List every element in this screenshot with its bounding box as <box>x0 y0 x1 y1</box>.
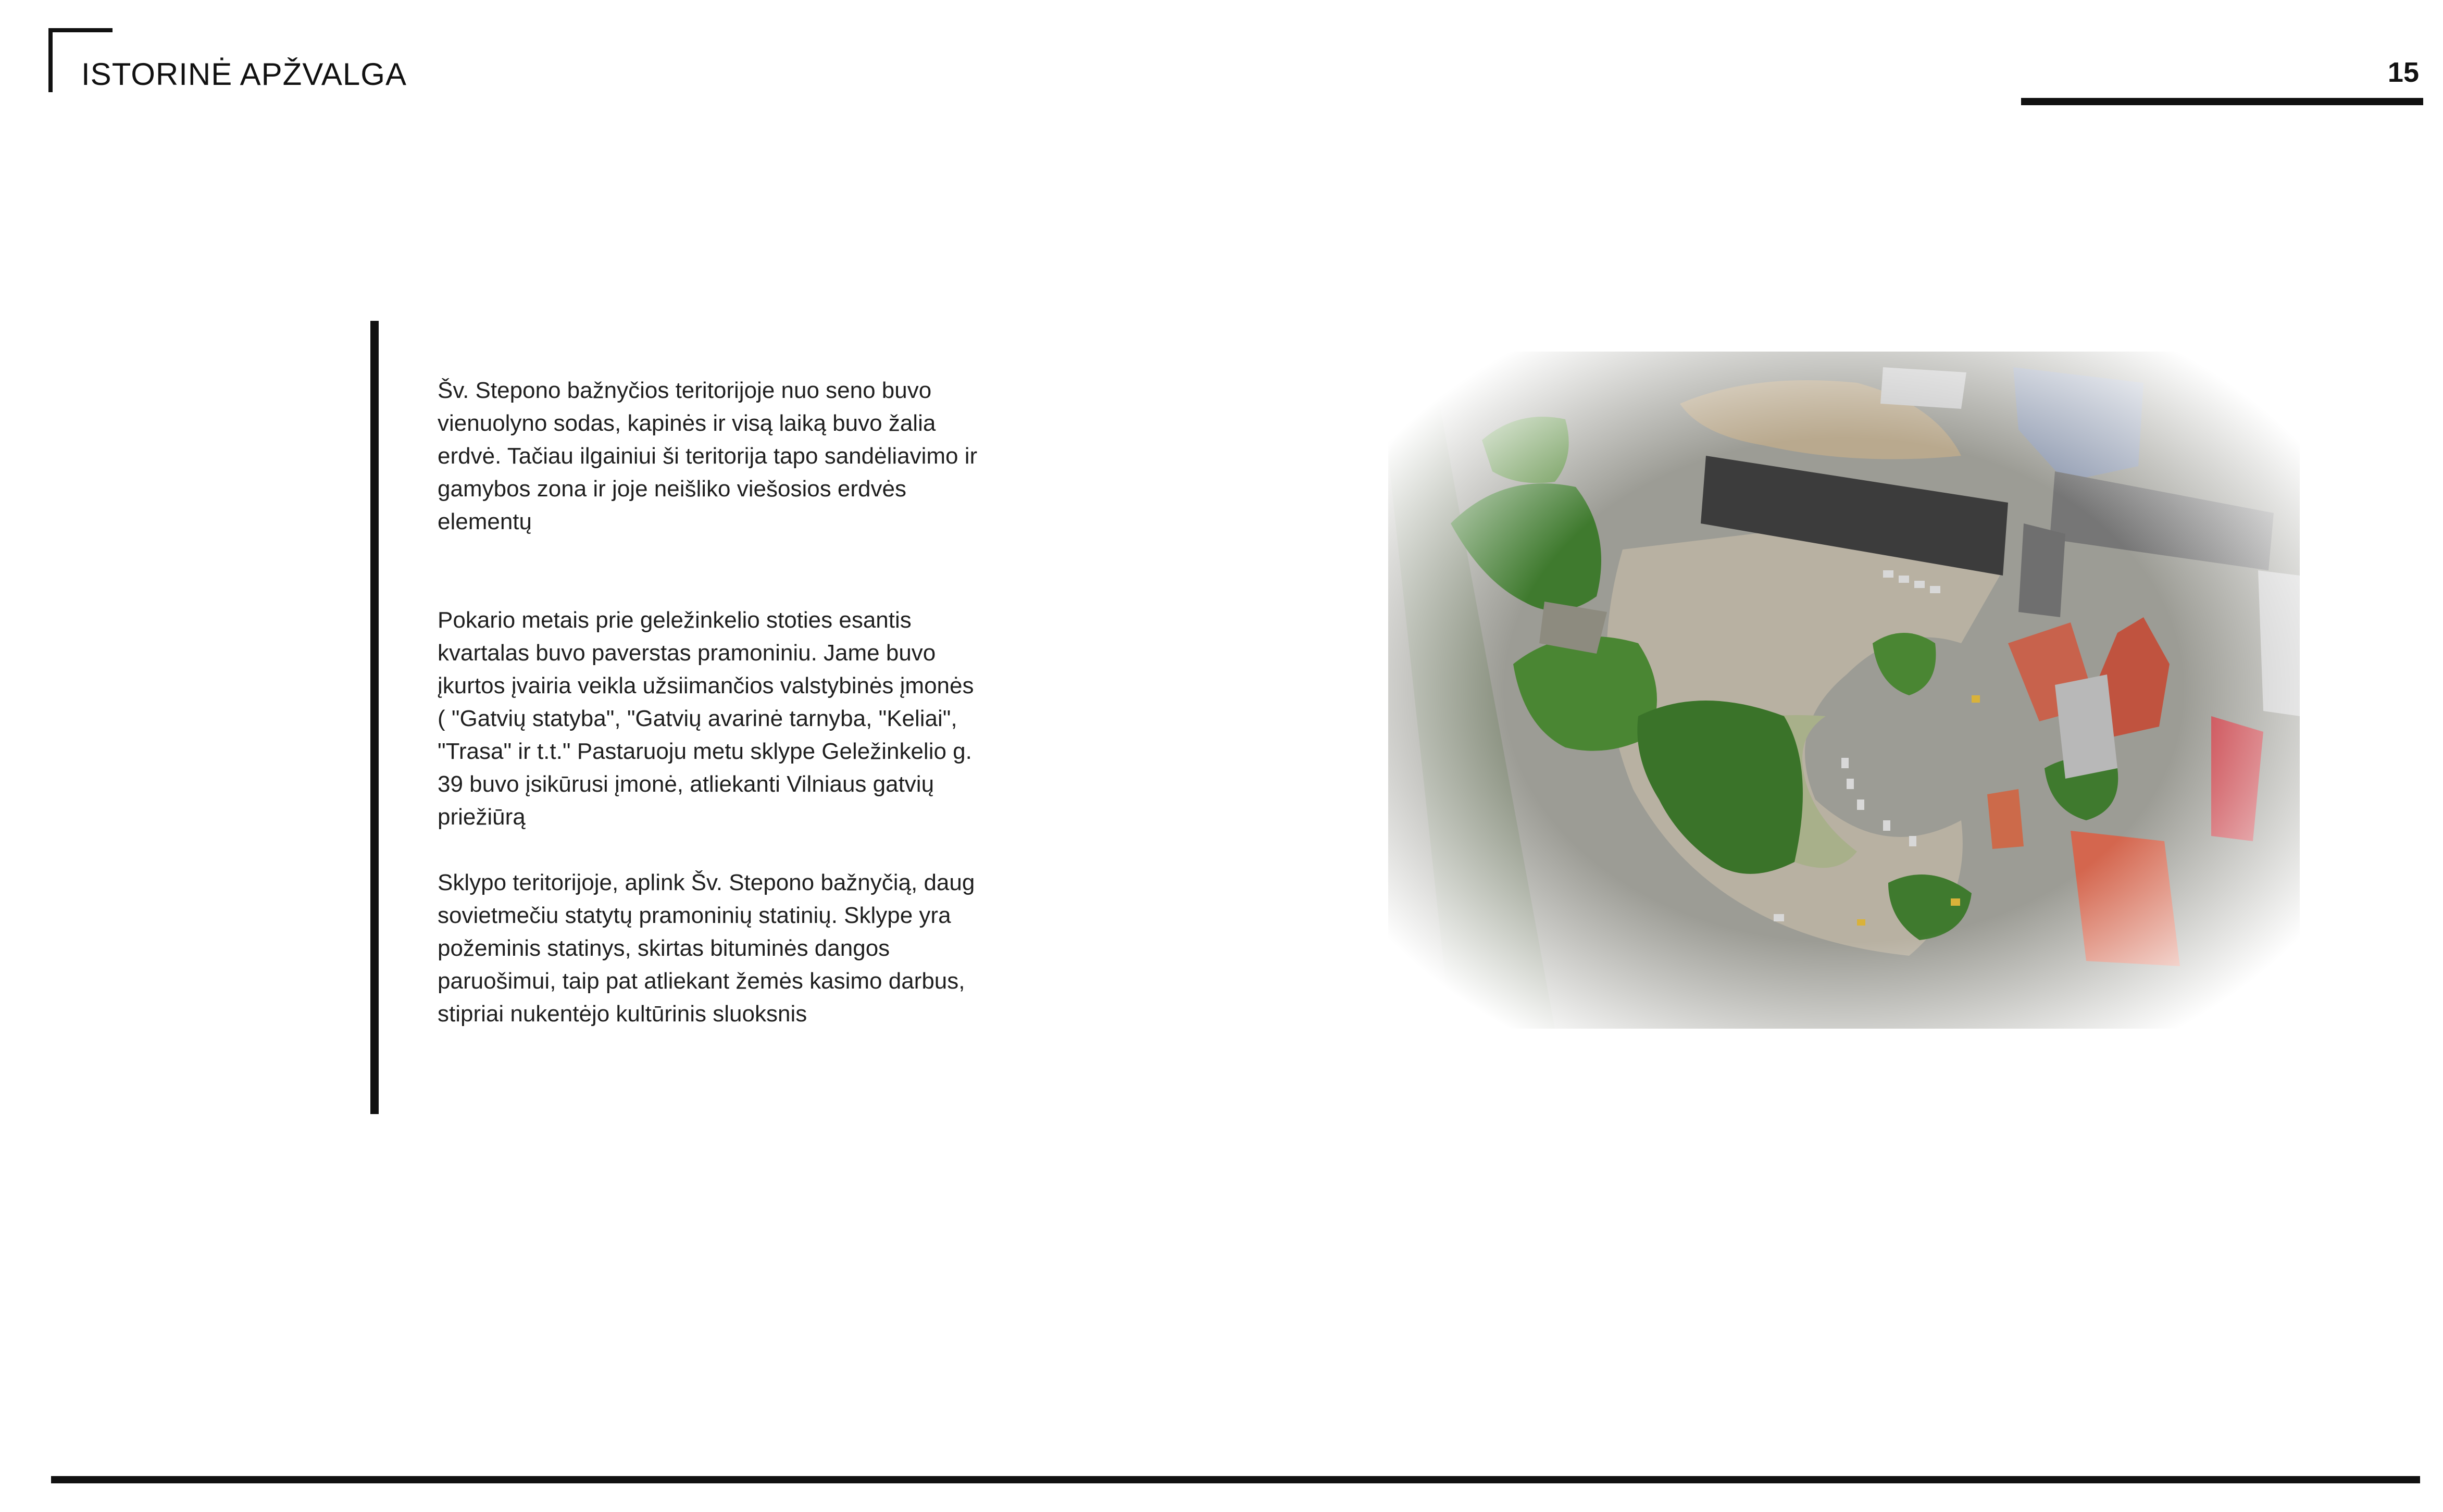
paragraph-3: Sklypo teritorijoje, aplink Šv. Stepono bažnyčią, daug sovietmečiu statytų pramoninių statinių. Sklype yra požeminis statinys, skirtas bituminės dangos paruošimui, taip pat atliekant žemės kasimo darbus, stipriai nukentėjo kultūrinis sluoksnis <box>438 870 975 1027</box>
header-rule <box>2021 98 2423 105</box>
page-number: 15 <box>2387 57 2419 88</box>
aerial-photo <box>1388 352 2300 1029</box>
paragraph-1: Šv. Stepono bažnyčios teritorijoje nuo seno buvo vienuolyno sodas, kapinės ir visą laiką buvo žalia erdvė. Tačiau ilgainiui ši teritorija tapo sandėliavimo ir gamybos zona ir joje neišliko viešosios erdvės elementų <box>438 378 978 534</box>
text-accent-bar <box>370 321 379 1114</box>
footer-rule <box>51 1476 2420 1483</box>
section-title: ISTORINĖ APŽVALGA <box>81 57 407 92</box>
paragraph-2: Pokario metais prie geležinkelio stoties esantis kvartalas buvo paverstas pramoniniu. Jame buvo įkurtos įvairia veikla užsiimančios valstybinės įmonės ( "Gatvių statyba", "Gatvių avarinė tarnyba, "Keliai", "Trasa" ir t.t." Pastaruoju metu sklype Geležinkelio g. 39 buvo įsikūrusi įmonė, atliekanti Vilniaus gatvių priežiūrą <box>438 607 974 830</box>
body-text <box>438 374 984 1030</box>
